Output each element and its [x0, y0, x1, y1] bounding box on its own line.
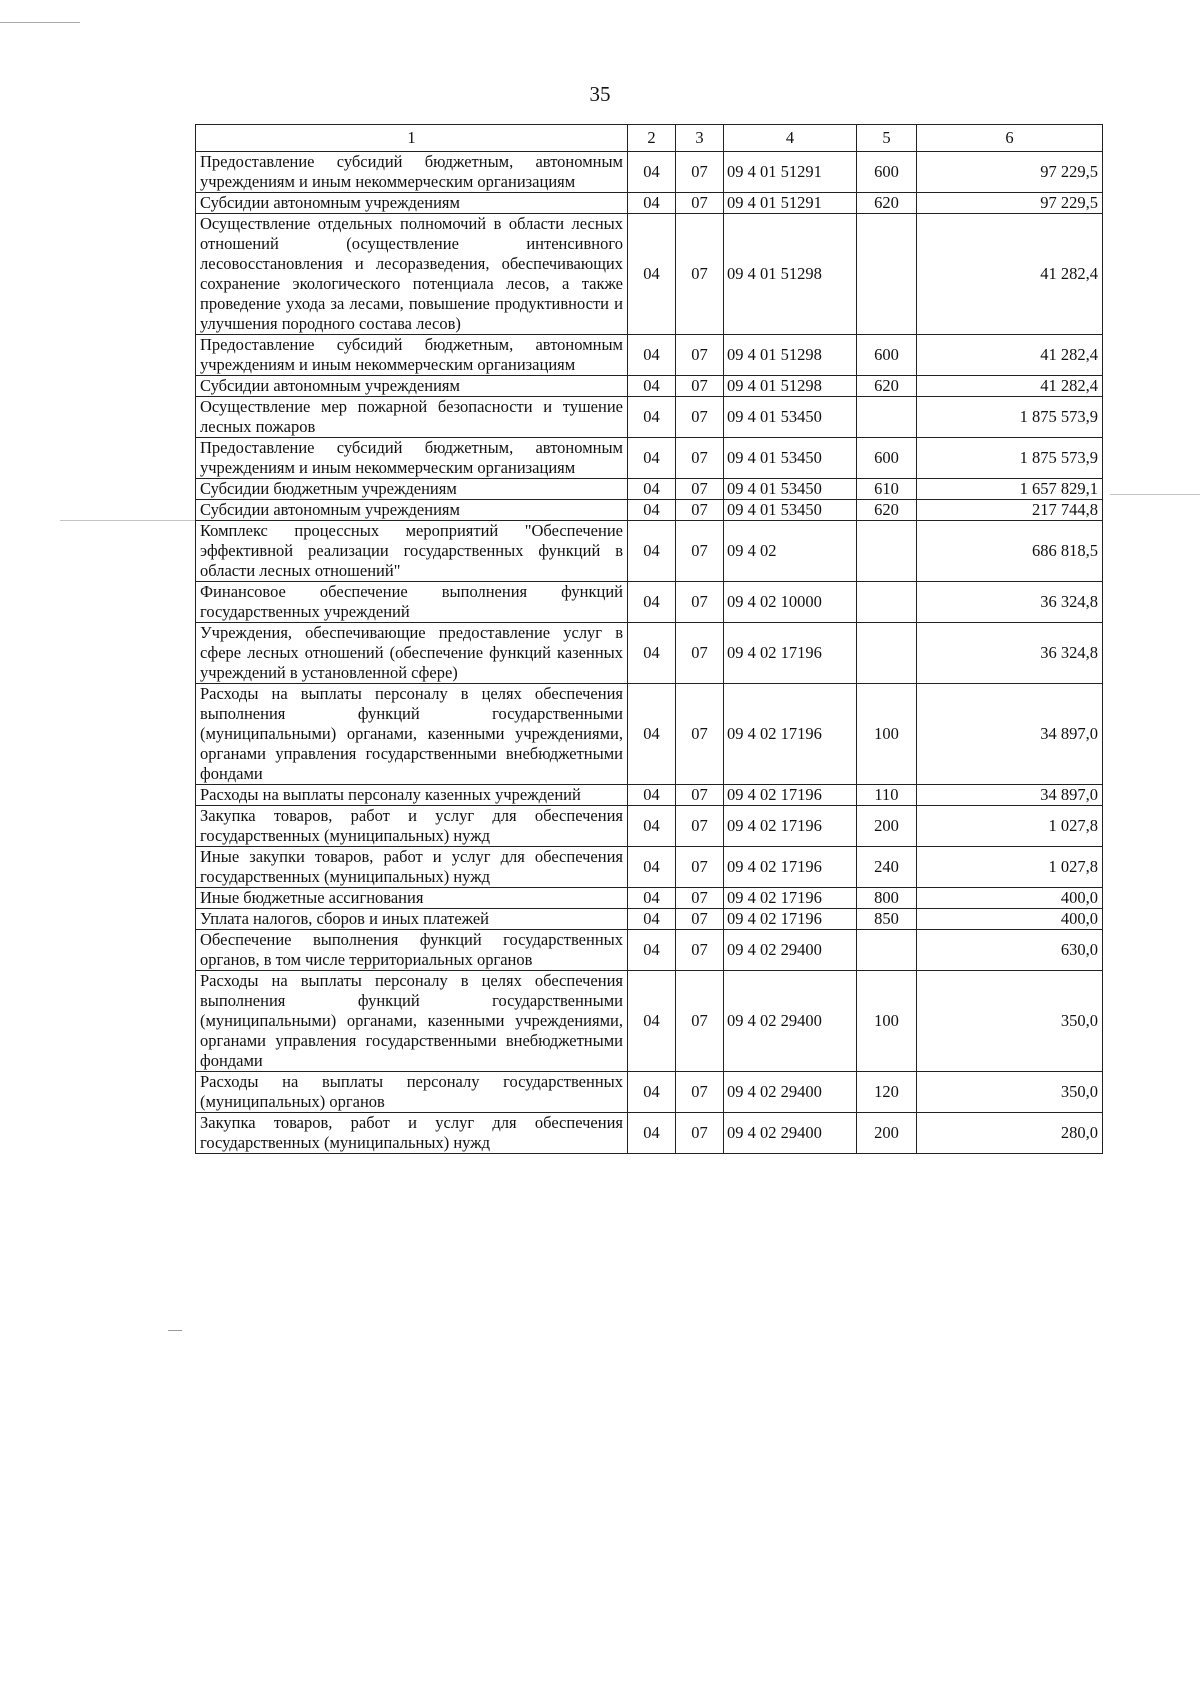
row-section-code: 04: [628, 152, 676, 193]
table-row: [196, 479, 1103, 500]
row-subsection-code: 07: [676, 847, 724, 888]
row-subsection-code: 07: [676, 909, 724, 930]
table-row: [196, 214, 1103, 335]
row-section-code: 04: [628, 397, 676, 438]
scan-artifact-line: [60, 520, 200, 521]
row-subsection-code: 07: [676, 521, 724, 582]
row-name: Закупка товаров, работ и услуг для обеспечения государственных (муниципальных) нужд: [196, 1113, 628, 1154]
column-header-4: 4: [724, 125, 857, 152]
row-amount: 1 875 573,9: [917, 438, 1103, 479]
row-section-code: 04: [628, 376, 676, 397]
row-name: Расходы на выплаты персоналу в целях обеспечения выполнения функций государственными (муниципальными) органами, казенными учреждениями, органами управления государственными внебюджетными фондами: [196, 971, 628, 1072]
row-name: Расходы на выплаты персоналу казенных учреждений: [196, 785, 628, 806]
row-target-article: 09 4 02 29400: [724, 930, 857, 971]
row-subsection-code: 07: [676, 500, 724, 521]
row-subsection-code: 07: [676, 888, 724, 909]
row-name: Субсидии автономным учреждениям: [196, 376, 628, 397]
table-row: [196, 888, 1103, 909]
row-section-code: 04: [628, 785, 676, 806]
row-target-article: 09 4 01 51298: [724, 214, 857, 335]
row-subsection-code: 07: [676, 397, 724, 438]
row-name: Осуществление мер пожарной безопасности и тушение лесных пожаров: [196, 397, 628, 438]
table-row: [196, 1113, 1103, 1154]
table-row: [196, 847, 1103, 888]
row-subsection-code: 07: [676, 582, 724, 623]
table-row: [196, 500, 1103, 521]
row-target-article: 09 4 02 17196: [724, 888, 857, 909]
table-row: [196, 193, 1103, 214]
row-subsection-code: 07: [676, 479, 724, 500]
row-amount: 97 229,5: [917, 152, 1103, 193]
row-name: Комплекс процессных мероприятий "Обеспечение эффективной реализации государственных функций в области лесных отношений": [196, 521, 628, 582]
row-subsection-code: 07: [676, 806, 724, 847]
row-target-article: 09 4 02 17196: [724, 806, 857, 847]
row-expense-type: 110: [857, 785, 917, 806]
row-target-article: 09 4 02 17196: [724, 684, 857, 785]
row-expense-type: 240: [857, 847, 917, 888]
row-subsection-code: 07: [676, 376, 724, 397]
row-subsection-code: 07: [676, 930, 724, 971]
row-section-code: 04: [628, 1113, 676, 1154]
row-expense-type: [857, 623, 917, 684]
row-name: Осуществление отдельных полномочий в области лесных отношений (осуществление интенсивного лесовосстановления и лесоразведения, обеспечивающих сохранение экологического потенциала лесов, а также проведение ухода за лесами, повышение продуктивности и улучшения породного состава лесов): [196, 214, 628, 335]
row-target-article: 09 4 01 53450: [724, 438, 857, 479]
row-subsection-code: 07: [676, 623, 724, 684]
table-body: [196, 152, 1103, 1154]
row-name: Субсидии бюджетным учреждениям: [196, 479, 628, 500]
table-row: [196, 1072, 1103, 1113]
row-name: Иные бюджетные ассигнования: [196, 888, 628, 909]
row-subsection-code: 07: [676, 971, 724, 1072]
row-name: Субсидии автономным учреждениям: [196, 193, 628, 214]
row-name: Расходы на выплаты персоналу государственных (муниципальных) органов: [196, 1072, 628, 1113]
row-target-article: 09 4 01 53450: [724, 500, 857, 521]
row-target-article: 09 4 01 53450: [724, 479, 857, 500]
row-expense-type: [857, 582, 917, 623]
row-amount: 400,0: [917, 888, 1103, 909]
row-expense-type: 850: [857, 909, 917, 930]
row-name: Расходы на выплаты персоналу в целях обеспечения выполнения функций государственными (муниципальными) органами, казенными учреждениями, органами управления государственными внебюджетными фондами: [196, 684, 628, 785]
row-target-article: 09 4 02 17196: [724, 785, 857, 806]
row-subsection-code: 07: [676, 438, 724, 479]
row-expense-type: 200: [857, 1113, 917, 1154]
row-expense-type: 610: [857, 479, 917, 500]
row-amount: 36 324,8: [917, 582, 1103, 623]
row-amount: 41 282,4: [917, 376, 1103, 397]
table-row: [196, 785, 1103, 806]
row-name: Иные закупки товаров, работ и услуг для обеспечения государственных (муниципальных) нужд: [196, 847, 628, 888]
table-row: [196, 930, 1103, 971]
row-target-article: 09 4 02 29400: [724, 1072, 857, 1113]
row-amount: 41 282,4: [917, 214, 1103, 335]
row-expense-type: 200: [857, 806, 917, 847]
table-row: [196, 971, 1103, 1072]
table-header-row: [196, 125, 1103, 152]
row-section-code: 04: [628, 438, 676, 479]
row-section-code: 04: [628, 930, 676, 971]
row-name: Предоставление субсидий бюджетным, автономным учреждениям и иным некоммерческим организациям: [196, 152, 628, 193]
row-target-article: 09 4 02 17196: [724, 623, 857, 684]
row-expense-type: 800: [857, 888, 917, 909]
row-expense-type: 600: [857, 438, 917, 479]
row-amount: 41 282,4: [917, 335, 1103, 376]
row-target-article: 09 4 01 51291: [724, 152, 857, 193]
row-expense-type: [857, 214, 917, 335]
row-expense-type: 620: [857, 376, 917, 397]
scan-artifact-line: [168, 1330, 182, 1331]
row-target-article: 09 4 01 51298: [724, 335, 857, 376]
row-expense-type: 600: [857, 152, 917, 193]
row-expense-type: 600: [857, 335, 917, 376]
row-name: Учреждения, обеспечивающие предоставление услуг в сфере лесных отношений (обеспечение функций казенных учреждений в установленной сфере): [196, 623, 628, 684]
row-section-code: 04: [628, 214, 676, 335]
row-name: Закупка товаров, работ и услуг для обеспечения государственных (муниципальных) нужд: [196, 806, 628, 847]
row-expense-type: [857, 930, 917, 971]
table-row: [196, 438, 1103, 479]
row-name: Предоставление субсидий бюджетным, автономным учреждениям и иным некоммерческим организациям: [196, 438, 628, 479]
row-amount: 350,0: [917, 1072, 1103, 1113]
row-name: Субсидии автономным учреждениям: [196, 500, 628, 521]
budget-table: [195, 124, 1103, 1154]
row-section-code: 04: [628, 623, 676, 684]
table-row: [196, 335, 1103, 376]
row-target-article: 09 4 02 17196: [724, 909, 857, 930]
row-expense-type: [857, 521, 917, 582]
row-section-code: 04: [628, 971, 676, 1072]
row-amount: 1 875 573,9: [917, 397, 1103, 438]
row-expense-type: 120: [857, 1072, 917, 1113]
table-row: [196, 684, 1103, 785]
column-header-6: 6: [917, 125, 1103, 152]
row-section-code: 04: [628, 1072, 676, 1113]
row-amount: 1 027,8: [917, 847, 1103, 888]
table-row: [196, 806, 1103, 847]
row-section-code: 04: [628, 479, 676, 500]
row-subsection-code: 07: [676, 1113, 724, 1154]
row-section-code: 04: [628, 582, 676, 623]
row-name: Предоставление субсидий бюджетным, автономным учреждениям и иным некоммерческим организациям: [196, 335, 628, 376]
row-amount: 400,0: [917, 909, 1103, 930]
row-target-article: 09 4 01 53450: [724, 397, 857, 438]
row-target-article: 09 4 01 51291: [724, 193, 857, 214]
row-expense-type: [857, 397, 917, 438]
row-subsection-code: 07: [676, 193, 724, 214]
row-target-article: 09 4 02: [724, 521, 857, 582]
row-target-article: 09 4 01 51298: [724, 376, 857, 397]
row-amount: 217 744,8: [917, 500, 1103, 521]
row-subsection-code: 07: [676, 152, 724, 193]
column-header-5: 5: [857, 125, 917, 152]
table-row: [196, 909, 1103, 930]
row-section-code: 04: [628, 847, 676, 888]
row-target-article: 09 4 02 17196: [724, 847, 857, 888]
row-section-code: 04: [628, 909, 676, 930]
row-amount: 97 229,5: [917, 193, 1103, 214]
row-expense-type: 620: [857, 500, 917, 521]
table-row: [196, 623, 1103, 684]
scan-artifact-line: [0, 22, 80, 23]
row-target-article: 09 4 02 29400: [724, 971, 857, 1072]
row-amount: 686 818,5: [917, 521, 1103, 582]
table-row: [196, 376, 1103, 397]
column-header-2: 2: [628, 125, 676, 152]
row-section-code: 04: [628, 521, 676, 582]
row-amount: 1 657 829,1: [917, 479, 1103, 500]
table-row: [196, 152, 1103, 193]
row-subsection-code: 07: [676, 214, 724, 335]
row-amount: 1 027,8: [917, 806, 1103, 847]
row-amount: 280,0: [917, 1113, 1103, 1154]
row-name: Финансовое обеспечение выполнения функций государственных учреждений: [196, 582, 628, 623]
page-number: 35: [589, 82, 611, 106]
row-expense-type: 100: [857, 971, 917, 1072]
table-row: [196, 397, 1103, 438]
row-section-code: 04: [628, 888, 676, 909]
column-header-1: 1: [196, 125, 628, 152]
row-target-article: 09 4 02 29400: [724, 1113, 857, 1154]
row-amount: 34 897,0: [917, 684, 1103, 785]
row-section-code: 04: [628, 806, 676, 847]
table-row: [196, 521, 1103, 582]
row-subsection-code: 07: [676, 684, 724, 785]
row-amount: 36 324,8: [917, 623, 1103, 684]
row-name: Обеспечение выполнения функций государственных органов, в том числе территориальных органов: [196, 930, 628, 971]
row-expense-type: 620: [857, 193, 917, 214]
row-amount: 34 897,0: [917, 785, 1103, 806]
column-header-3: 3: [676, 125, 724, 152]
row-section-code: 04: [628, 500, 676, 521]
row-section-code: 04: [628, 335, 676, 376]
row-name: Уплата налогов, сборов и иных платежей: [196, 909, 628, 930]
row-amount: 350,0: [917, 971, 1103, 1072]
row-subsection-code: 07: [676, 1072, 724, 1113]
row-section-code: 04: [628, 684, 676, 785]
row-target-article: 09 4 02 10000: [724, 582, 857, 623]
table-row: [196, 582, 1103, 623]
row-section-code: 04: [628, 193, 676, 214]
row-amount: 630,0: [917, 930, 1103, 971]
row-subsection-code: 07: [676, 785, 724, 806]
scan-artifact-line: [1110, 494, 1200, 495]
row-expense-type: 100: [857, 684, 917, 785]
row-subsection-code: 07: [676, 335, 724, 376]
